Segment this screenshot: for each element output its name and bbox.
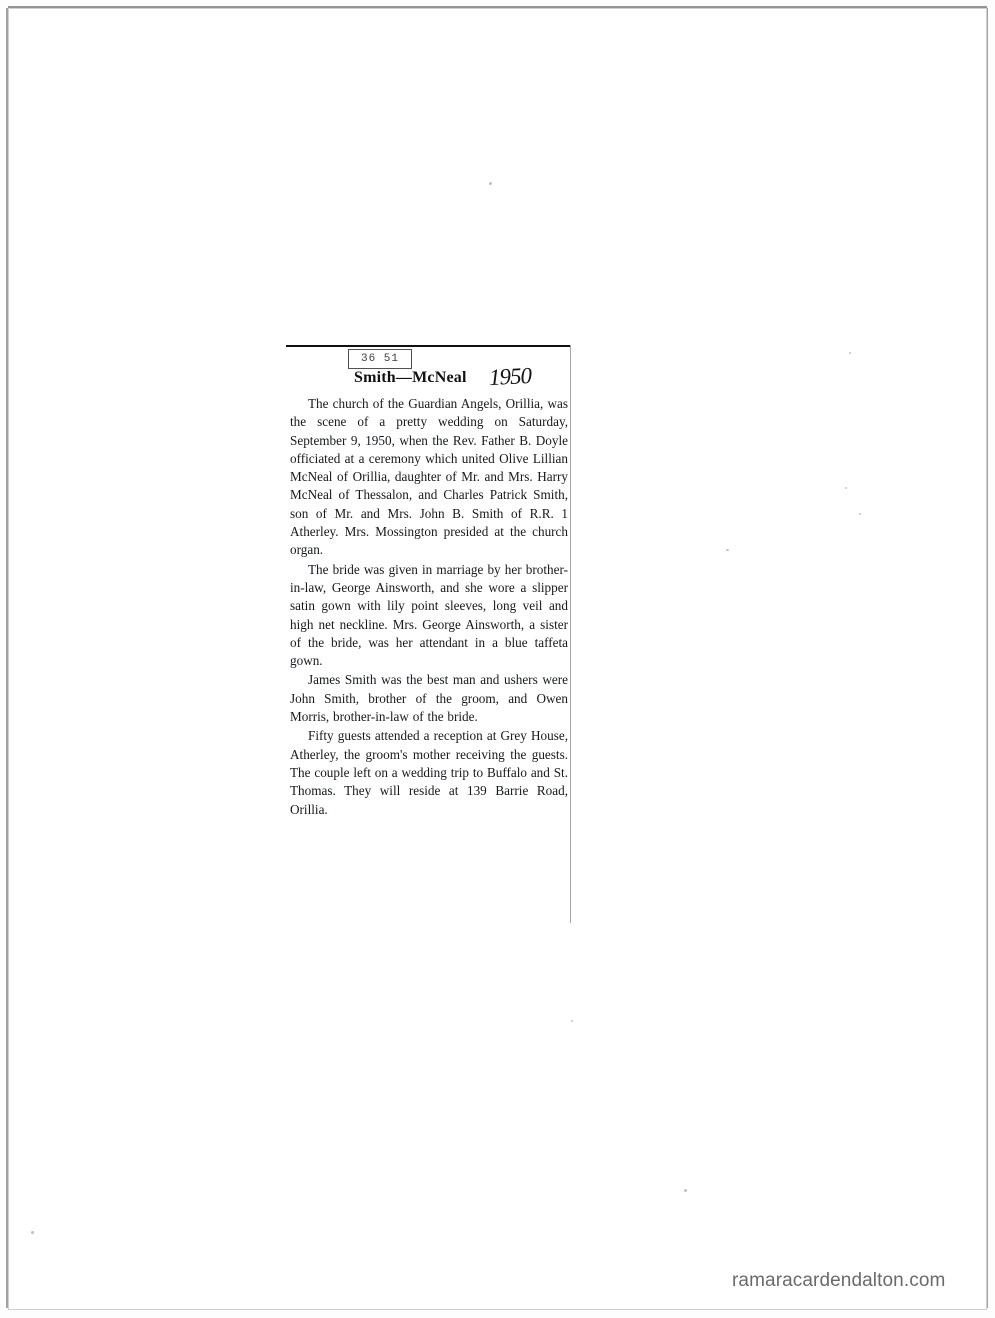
scan-speck xyxy=(845,487,847,489)
archive-stamp: 36 51 xyxy=(348,349,412,369)
article-headline: Smith—McNeal xyxy=(354,369,467,386)
clipping-right-rule xyxy=(570,345,571,923)
handwritten-year-annotation: 1950 xyxy=(488,362,532,391)
scan-speck xyxy=(571,1020,573,1022)
clipping-top-rule xyxy=(286,345,570,347)
site-watermark: ramaracardendalton.com xyxy=(732,1270,946,1291)
newspaper-clipping xyxy=(286,345,570,820)
scan-speck xyxy=(489,182,492,185)
article-paragraph: The church of the Guardian Angels, Orillia, was the scene of a pretty wedding on Saturday, September 9, 1950, when the Rev. Father B. Doyle officiated at a ceremony which united Olive Lillian McNeal of Orillia, daughter of Mr. and Mrs. Harry McNeal of Thessalon, and Charles Patrick Smith, son of Mr. and Mrs. John B. Smith of R.R. 1 Atherley. Mrs. Mossington presided at the church organ. xyxy=(290,396,568,558)
scan-speck xyxy=(684,1189,687,1192)
article-paragraph: James Smith was the best man and ushers were John Smith, brother of the groom, and Owen Morris, brother-in-law of the bride. xyxy=(290,672,568,725)
scan-speck xyxy=(849,352,851,354)
scan-speck xyxy=(859,513,861,515)
article-paragraph: Fifty guests attended a reception at Grey House, Atherley, the groom's mother receiving the guests. The couple left on a wedding trip to Buffalo and St. Thomas. They will reside at 139 Barrie Road, Orillia. xyxy=(290,728,568,817)
article-paragraph: The bride was given in marriage by her brother-in-law, George Ainsworth, and she wore a slipper satin gown with lily point sleeves, long veil and high net neckline. Mrs. George Ainsworth, a sister of the bride, was her attendant in a blue taffeta gown. xyxy=(290,561,568,669)
scan-speck xyxy=(726,549,729,551)
headline-row xyxy=(286,362,570,391)
scan-speck xyxy=(31,1231,34,1234)
